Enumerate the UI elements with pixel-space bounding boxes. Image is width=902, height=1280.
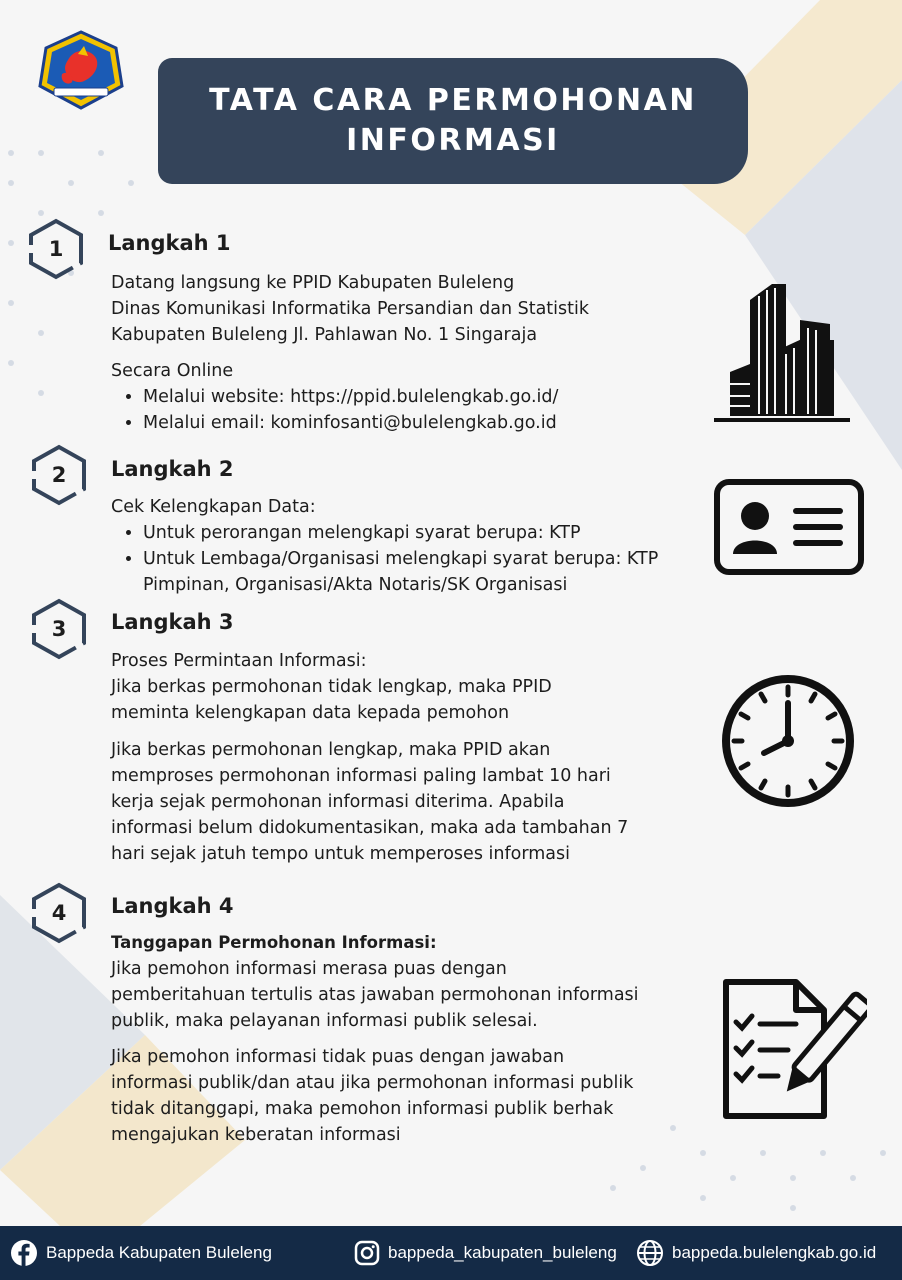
email-list-item: • Melalui email: kominfosanti@bulelengkab.go.id: [143, 410, 701, 436]
website-list-item: • Melalui website: https://ppid.bulelengkab.go.id/: [143, 384, 701, 410]
step-3-badge: [30, 598, 88, 660]
globe-icon: [636, 1239, 664, 1267]
step-3-line: kerja sejak permohonan informasi diterima. Apabila: [111, 792, 565, 812]
instagram-link[interactable]: [354, 1226, 617, 1280]
online-label: Secara Online: [111, 361, 234, 381]
step-3-line: memproses permohonan informasi paling lambat 10 hari: [111, 766, 611, 786]
step-3-line: Proses Permintaan Informasi:: [111, 651, 367, 671]
facebook-icon: [10, 1239, 38, 1267]
step-1-line: Kabupaten Buleleng Jl. Pahlawan No. 1 Singaraja: [111, 325, 538, 345]
facebook-label: Bappeda Kabupaten Buleleng: [46, 1243, 272, 1262]
step-4-line: Jika pemohon informasi tidak puas dengan jawaban: [111, 1047, 565, 1067]
instagram-icon: [354, 1240, 380, 1266]
step-3-line: meminta kelengkapan data kepada pemohon: [111, 703, 510, 723]
title-banner: [158, 58, 748, 184]
page-title: TATA CARA PERMOHONAN INFORMASI: [209, 83, 697, 158]
requirements-list: [111, 520, 691, 598]
step-2-intro: Cek Kelengkapan Data:: [111, 497, 316, 517]
step-1-number: 1: [48, 237, 64, 261]
step-3-body: [111, 648, 701, 867]
step-3-line: informasi belum didokumentasikan, maka ada tambahan 7: [111, 818, 629, 838]
step-4-title: Langkah 4: [111, 894, 234, 918]
online-channel-list: [111, 384, 701, 436]
step-4-line: Jika pemohon informasi merasa puas dengan: [111, 959, 507, 979]
step-1-line: Dinas Komunikasi Informatika Persandian dan Statistik: [111, 299, 589, 319]
step-4-badge: [30, 882, 88, 944]
id-card-icon: [713, 478, 865, 576]
step-1-line: Datang langsung ke PPID Kabupaten Buleleng: [111, 273, 515, 293]
step-1-title: Langkah 1: [108, 231, 231, 255]
step-2-badge: [30, 444, 88, 506]
step-1-body: [111, 270, 701, 436]
step-4-subtitle: Tanggapan Permohonan Informasi:: [111, 933, 437, 952]
step-3-title: Langkah 3: [111, 610, 234, 634]
step-4-body: [111, 930, 711, 1148]
step-4-line: publik, maka pelayanan informasi publik selesai.: [111, 1011, 538, 1031]
step-3-line: Jika berkas permohonan tidak lengkap, maka PPID: [111, 677, 552, 697]
facebook-link[interactable]: [10, 1226, 272, 1280]
step-3-number: 3: [51, 617, 67, 641]
step-4-number: 4: [51, 901, 67, 925]
step-4-line: pemberitahuan tertulis atas jawaban permohonan informasi: [111, 985, 639, 1005]
instagram-label: bappeda_kabupaten_buleleng: [388, 1243, 617, 1262]
requirement-organization: • Untuk Lembaga/Organisasi melengkapi syarat berupa: KTP Pimpinan, Organisasi/Akta Notaris/SK Organisasi: [143, 546, 691, 598]
step-4-line: tidak ditanggapi, maka pemohon informasi publik berhak: [111, 1099, 614, 1119]
step-3-line: Jika berkas permohonan lengkap, maka PPID akan: [111, 740, 551, 760]
website-label: bappeda.bulelengkab.go.id: [672, 1243, 877, 1262]
checklist-pen-icon: [722, 978, 867, 1123]
regency-emblem-logo: [38, 30, 124, 110]
requirement-individual: • Untuk perorangan melengkapi syarat berupa: KTP: [143, 520, 691, 546]
step-2-number: 2: [51, 463, 67, 487]
buildings-icon: [712, 280, 852, 425]
footer-bar: [0, 1226, 902, 1280]
clock-icon: [718, 671, 858, 811]
step-4-line: informasi publik/dan atau jika permohonan informasi publik: [111, 1073, 634, 1093]
step-2-title: Langkah 2: [111, 457, 234, 481]
step-1-badge: [27, 218, 85, 280]
website-link[interactable]: [636, 1226, 876, 1280]
step-3-line: hari sejak jatuh tempo untuk memperoses informasi: [111, 844, 570, 864]
step-4-line: mengajukan keberatan informasi: [111, 1125, 401, 1145]
step-2-body: [111, 494, 691, 598]
